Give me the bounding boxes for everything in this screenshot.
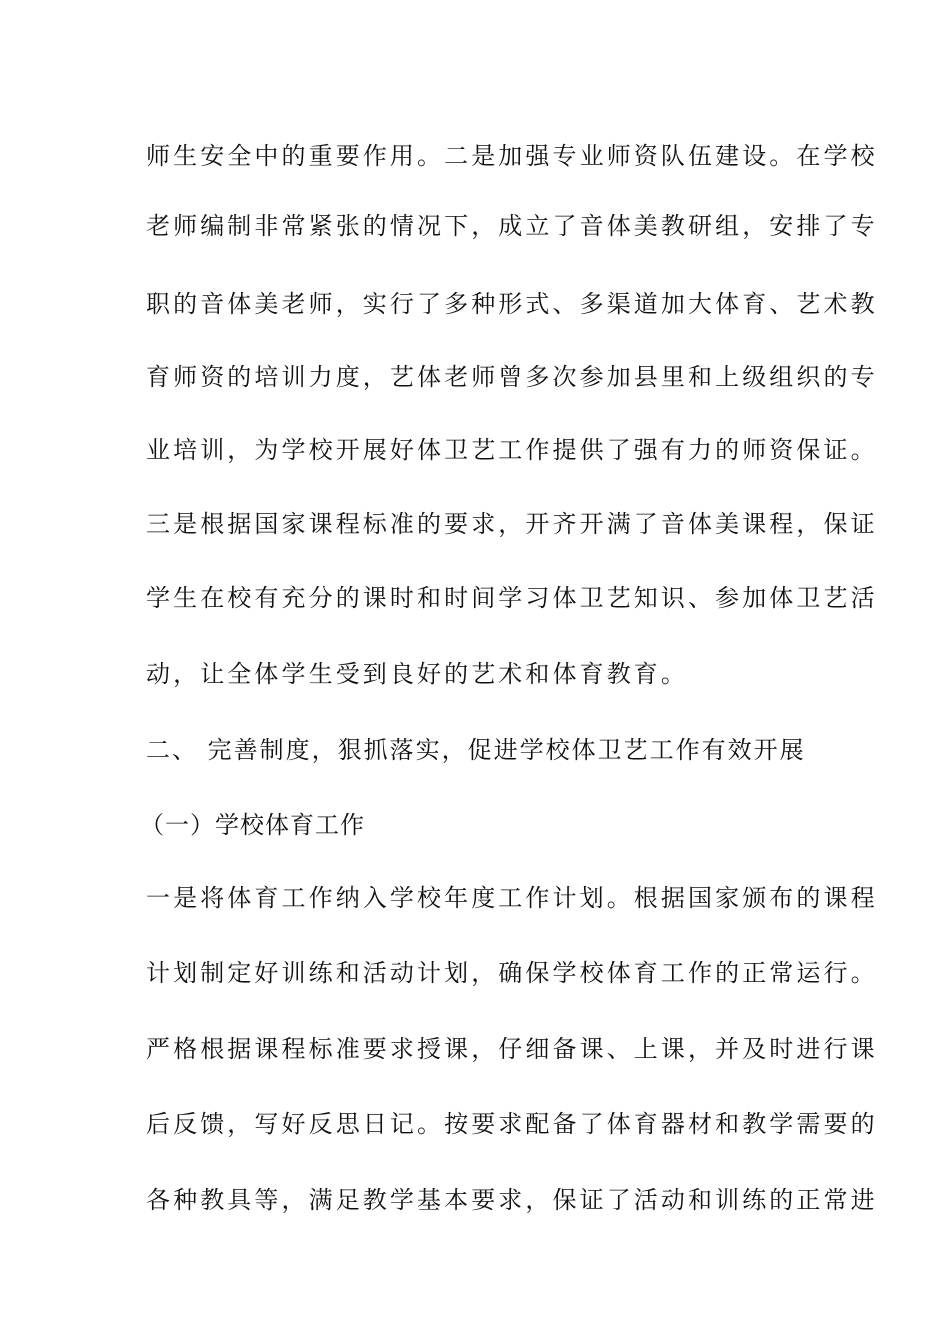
paragraph-line: 各种教具等，满足教学基本要求，保证了活动和训练的正常进 [146, 1186, 878, 1214]
paragraph-line: 计划制定好训练和活动计划，确保学校体育工作的正常运行。 [146, 959, 878, 987]
subsection-heading: （一）学校体育工作 [140, 811, 365, 839]
paragraph-line: 老师编制非常紧张的情况下，成立了音体美教研组，安排了专 [146, 212, 878, 240]
paragraph-line: 学生在校有充分的课时和时间学习体卫艺知识、参加体卫艺活 [146, 584, 878, 612]
paragraph-line: 动，让全体学生受到良好的艺术和体育教育。 [146, 660, 688, 688]
paragraph-line: 职的音体美老师，实行了多种形式、多渠道加大体育、艺术教 [146, 290, 878, 318]
paragraph-line: 一是将体育工作纳入学校年度工作计划。根据国家颁布的课程 [146, 884, 878, 912]
section-heading: 二、 完善制度，狠抓落实，促进学校体卫艺工作有效开展 [146, 736, 806, 764]
paragraph-line: 育师资的培训力度，艺体老师曾多次参加县里和上级组织的专 [146, 363, 878, 391]
paragraph-line: 业培训，为学校开展好体卫艺工作提供了强有力的师资保证。 [146, 436, 878, 464]
paragraph-line: 后反馈，写好反思日记。按要求配备了体育器材和教学需要的 [146, 1110, 878, 1138]
paragraph-line: 严格根据课程标准要求授课，仔细备课、上课，并及时进行课 [146, 1035, 878, 1063]
paragraph-line: 师生安全中的重要作用。二是加强专业师资队伍建设。在学校 [146, 142, 878, 170]
paragraph-line: 三是根据国家课程标准的要求，开齐开满了音体美课程，保证 [146, 510, 878, 538]
